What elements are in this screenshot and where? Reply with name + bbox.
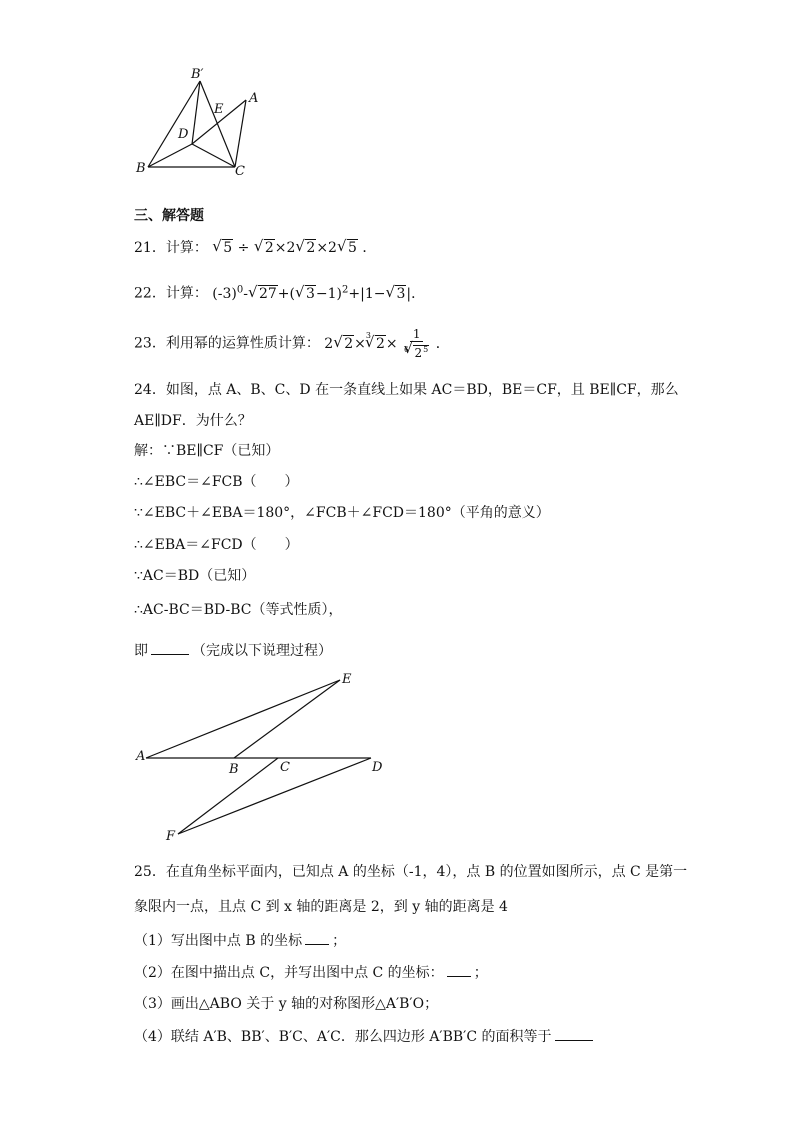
q21-end: ．	[362, 240, 377, 256]
q25-part-4-text: （4）联结 A′B、BB′、B′C、A′C．那么四边形 A′BB′C 的面积等于	[134, 1029, 552, 1045]
q21-radicand-4: 5	[347, 240, 357, 256]
q23-index-6: 6	[404, 345, 409, 354]
q25-text-1: 在直角坐标平面内，已知点 A 的坐标（-1，4），点 B 的位置如图所示，点 C 是第一	[165, 864, 688, 880]
section-title: 三、解答题	[134, 208, 204, 224]
q22-tail-1: −1)	[315, 285, 343, 302]
q25-part-4	[134, 1026, 596, 1047]
q22-number: 22．	[134, 285, 166, 302]
q23-fraction-exp: 5	[423, 344, 429, 354]
q25-part-2-end: ；	[473, 965, 488, 981]
q23-fraction-base: 2	[414, 345, 423, 360]
q21-prefix: 计算：	[165, 240, 208, 256]
q23-end: ．	[435, 335, 450, 352]
q21-number: 21．	[134, 240, 166, 256]
label-E: E	[214, 102, 224, 117]
question-25-line-2: 象限内一点，且点 C 到 x 轴的距离是 2，到 y 轴的距离是 4	[134, 899, 508, 915]
label-D: D	[372, 760, 383, 775]
q24-step-7	[134, 640, 332, 661]
segment-DC	[192, 144, 235, 167]
segment-FD	[178, 758, 371, 834]
q21-op-3: ×2	[316, 240, 337, 256]
q25-part-3: （3）画出△ABO 关于 y 轴的对称图形△A′B′O；	[134, 996, 439, 1012]
q24-step-3: ∵∠EBC＋∠EBA＝180°，∠FCB＋∠FCD＝180°（平角的意义）	[134, 505, 550, 521]
q23-radicand-1: 2	[344, 335, 354, 352]
label-E: E	[342, 672, 352, 687]
q23-index-3: 3	[365, 331, 371, 340]
segment-BBp	[148, 81, 200, 167]
question-23	[134, 324, 450, 360]
question-21	[134, 238, 376, 258]
figure-triangle-diagram	[128, 64, 278, 184]
q24-step-6: ∴AC-BC＝BD-BC（等式性质），	[134, 602, 343, 618]
q25-part-2-blank[interactable]	[447, 962, 471, 977]
q25-part-1-end: ；	[332, 933, 347, 949]
question-22	[134, 280, 425, 304]
label-D: D	[178, 127, 189, 142]
q24-answer-blank[interactable]	[151, 640, 189, 655]
q24-step-1: 解：∵BE∥CF（已知）	[134, 443, 280, 459]
label-B: B	[229, 762, 239, 777]
q22-prefix: 计算：	[165, 285, 208, 302]
q21-op-1: ÷	[237, 240, 250, 256]
q22-plus-1: +(	[277, 285, 295, 302]
q22-exp-0: 0	[236, 284, 244, 295]
q23-fraction-numerator: 1	[410, 327, 424, 342]
q21-radicand-1: 5	[223, 240, 233, 256]
segment-AE	[146, 680, 340, 758]
q21-radicand-3: 2	[306, 240, 316, 256]
q24-number: 24．	[134, 382, 166, 398]
q25-part-2-text: （2）在图中描出点 C，并写出图中点 C 的坐标：	[134, 965, 444, 981]
question-24-line-2: AE∥DF．为什么？	[134, 413, 252, 429]
q25-part-1	[134, 930, 346, 951]
q21-op-2: ×2	[274, 240, 296, 256]
figure-line-diagram	[128, 668, 398, 844]
q22-radicand-2: 3	[305, 285, 315, 302]
q24-step-2: ∴∠EBC＝∠FCB（ ）	[134, 474, 299, 490]
label-B: B	[136, 161, 146, 176]
q21-radicand-2: 2	[264, 240, 274, 256]
label-C: C	[280, 760, 290, 775]
q25-number: 25．	[134, 864, 166, 880]
question-24-line-1	[134, 380, 679, 400]
q25-part-1-blank[interactable]	[305, 930, 329, 945]
q23-coef: 2	[324, 335, 334, 352]
label-F: F	[166, 829, 176, 844]
q24-step-5: ∵AC＝BD（已知）	[134, 568, 256, 584]
q25-part-1-text: （1）写出图中点 B 的坐标	[134, 933, 303, 949]
q22-radicand-1: 27	[258, 285, 277, 302]
q22-part-1: (-3)	[212, 285, 237, 302]
q23-fraction	[404, 327, 429, 361]
label-A: A	[249, 91, 259, 106]
q22-radicand-3: 3	[396, 285, 406, 302]
segment-BpD	[192, 81, 200, 144]
q23-number: 23．	[134, 335, 166, 352]
q23-radicand-2: 2	[375, 335, 385, 352]
q22-minus: -	[243, 285, 248, 302]
segment-AC	[235, 100, 246, 167]
q23-prefix: 利用幂的运算性质计算：	[165, 335, 320, 352]
segment-FC	[178, 758, 278, 834]
q25-part-4-blank[interactable]	[555, 1026, 593, 1041]
q23-times-2: ×	[385, 335, 398, 352]
label-B-prime: B′	[191, 67, 204, 82]
q22-tail-2: |．	[406, 285, 426, 302]
label-A: A	[136, 749, 146, 764]
q23-times-1: ×	[354, 335, 366, 352]
segment-BE	[234, 680, 340, 758]
segment-BpC	[200, 81, 235, 167]
q22-plus-2: +|1−	[348, 285, 386, 302]
q24-step-4: ∴∠EBA＝∠FCD（ ）	[134, 537, 299, 553]
question-25-line-1	[134, 862, 687, 882]
label-C: C	[235, 164, 245, 179]
q22-square: 2	[342, 284, 349, 295]
q24-step-7-prefix: 即	[134, 643, 148, 659]
q24-text-1: 如图，点 A、B、C、D 在一条直线上如果 AC＝BD，BE＝CF，且 BE∥CF，那么	[165, 382, 679, 398]
q24-step-7-suffix: （完成以下说理过程）	[192, 643, 332, 659]
q25-part-2	[134, 962, 488, 983]
